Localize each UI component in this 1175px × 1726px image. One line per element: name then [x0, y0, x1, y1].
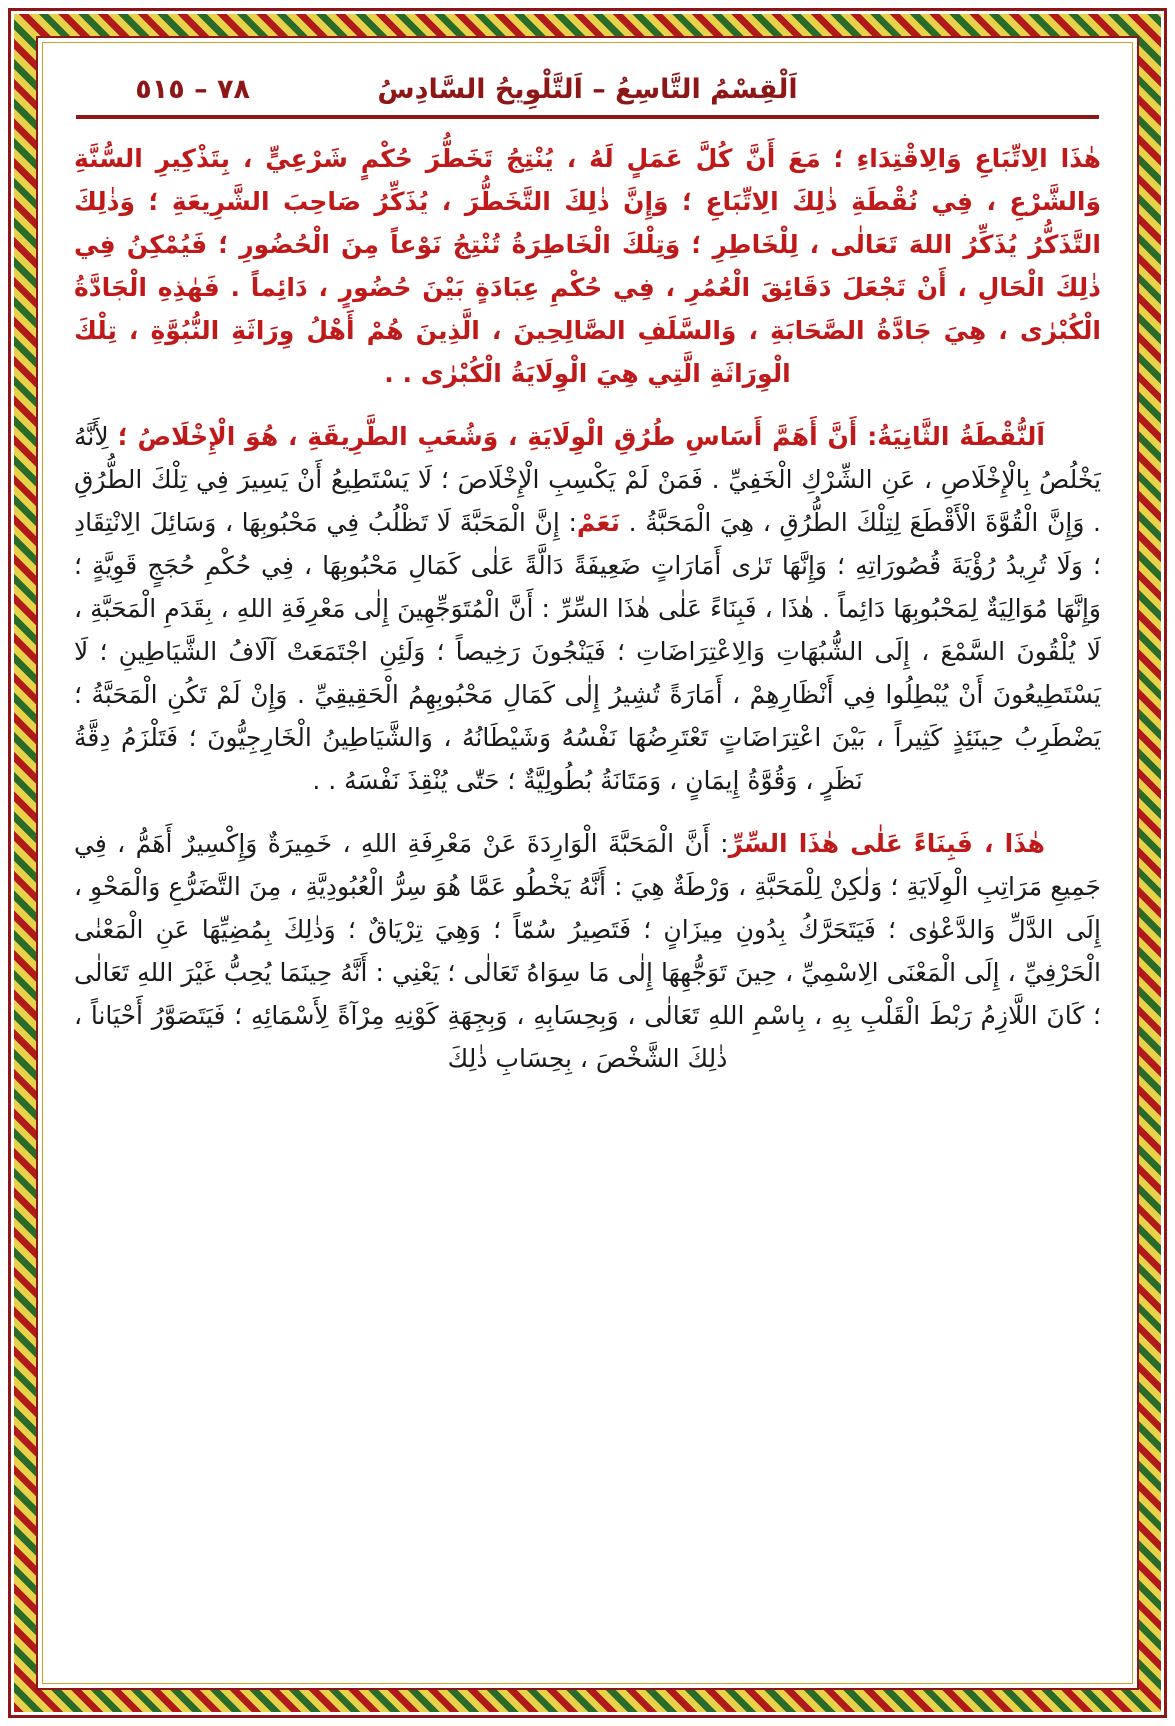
page-number: ٧٨ – ٥١٥: [135, 74, 250, 105]
paragraph-2: [74, 415, 1101, 802]
page-header: [74, 70, 1101, 105]
header-divider: [76, 115, 1099, 119]
paragraph-3-body: : أَنَّ الْمَحَبَّةَ الْوَارِدَةَ عَنْ مَعْرِفَةِ اللهِ ، خَمِيرَةٌ وَإِكْسِيرٌ أَهَمُّ ، فِي جَمِيعِ مَرَاتِبِ الْوِلَايَةِ ؛ وَلٰكِنْ لِلْمَحَبَّةِ ، وَرْطَةٌ هِيَ : أَنَّهُ يَخْطُو عَمَّا هُوَ سِرُّ الْعُبُودِيَّةِ ، مِنَ التَّضَرُّعِ وَالْمَحْوِ ، إِلَى الدَّلِّ وَالدَّعْوٰى ؛ فَيَتَحَرَّكُ بِدُونِ مِيزَانٍ ؛ فَتَصِيرُ سُمّاً ؛ وَهِيَ تِرْيَاقٌ ؛ وَذٰلِكَ بِمُضِيِّهَا عَنِ الْمَعْنٰى الْحَرْفِيِّ ، إِلَى الْمَعْنَى الِاسْمِيِّ ، حِينَ تَوَجُّهِهَا إِلٰى مَا سِوَاهُ تَعَالٰى ؛ يَعْنِي : أَنَّهُ حِينَمَا يُحِبُّ غَيْرَ اللهِ تَعَالٰى ؛ كَانَ اللَّازِمُ رَبْطَ الْقَلْبِ بِهِ ، بِاسْمِ اللهِ تَعَالٰى ، وَبِحِسَابِهِ ، وَبِجِهَةِ كَوْنِهِ مِرْآةً لِأَسْمَائِهِ ؛ فَيَتَصَوَّرُ أَحْيَاناً ، ذٰلِكَ الشَّخْصَ ، بِحِسَابِ ذٰلِكَ: [74, 829, 1101, 1073]
paragraph-3: [74, 822, 1101, 1080]
paragraph-2-lead-rest: : أَنَّ أَهَمَّ أَسَاسِ طُرُقِ الْوِلَايَةِ ، وَشُعَبِ الطَّرِيقَةِ ، هُوَ الْإِخْلَاصُ ؛: [117, 422, 878, 451]
page-title: اَلْقِسْمُ التَّاسِعُ – اَلتَّلْوِيحُ السَّادِسُ: [377, 74, 798, 105]
paragraph-2-body: لِأَنَّهُ يَخْلُصُ بِالْإِخْلَاصِ ، عَنِ الشِّرْكِ الْخَفِيِّ . فَمَنْ لَمْ يَكْسِبِ الْإِخْلَاصَ ؛ لَا يَسْتَطِيعُ أَنْ يَسِيرَ فِي تِلْكَ الطُّرُقِ . وَإِنَّ الْقُوَّةَ الْأَقْطَعَ لِتِلْكَ الطُّرُقِ ، هِيَ الْمَحَبَّةُ .: [74, 422, 1101, 537]
paragraph-2-highlight: نَعَمْ: [576, 508, 620, 537]
paragraph-1: هٰذَا الِاتِّبَاعِ وَالِاقْتِدَاءِ ؛ مَعَ أَنَّ كُلَّ عَمَلٍ لَهُ ، يُنْتِجُ تَخَطُّرَ حُكْمٍ شَرْعِيٍّ ، بِتَذْكِيرِ السُّنَّةِ وَالشَّرْعِ ، فِي نُقْطَةِ ذٰلِكَ الِاتِّبَاعِ ؛ وَإِنَّ ذٰلِكَ التَّخَطُّرَ ، يُذَكِّرُ صَاحِبَ الشَّرِيعَةِ ؛ وَذٰلِكَ التَّذَكُّرُ يُذَكِّرُ اللهَ تَعَالٰى ، لِلْخَاطِرِ ؛ وَتِلْكَ الْخَاطِرَةُ تُنْتِجُ نَوْعاً مِنَ الْحُضُورِ ؛ فَيُمْكِنُ فِي ذٰلِكَ الْحَالِ ، أَنْ تَجْعَلَ دَقَائِقَ الْعُمُرِ ، فِي حُكْمِ عِبَادَةٍ بَيْنَ حُضُورٍ ، دَائِماً . فَهٰذِهِ الْجَادَّةُ الْكُبْرٰى ، هِيَ جَادَّةُ الصَّحَابَةِ ، وَالسَّلَفِ الصَّالِحِينَ ، الَّذِينَ هُمْ أَهْلُ وِرَاثَةِ النُّبُوَّةِ ، تِلْكَ الْوِرَاثَةِ الَّتِي هِيَ الْوِلَايَةُ الْكُبْرٰى . .: [74, 144, 1101, 388]
page-content: [52, 52, 1123, 1674]
paragraph-3-lead: هٰذَا ، فَبِنَاءً عَلٰى هٰذَا السِّرِّ: [728, 829, 1045, 858]
paragraph-2-body-2: : إِنَّ الْمَحَبَّةَ لَا تَظْلُبُ فِي مَحْبُوبِهَا ، وَسَائِلَ الِانْتِقَادِ ؛ وَلَا تُرِيدُ رُؤْيَةَ قُصُورَاتِهِ ؛ وَإِنَّهَا تَرٰى أَمَارَاتٍ ضَعِيفَةً دَالَّةً عَلٰى كَمَالِ مَحْبُوبِهَا ، فِي حُكْمِ حُجَجٍ قَوِيَّةٍ ؛ وَإِنَّهَا مُوَالِيَةٌ لِمَحْبُوبِهَا دَائِماً . هٰذَا ، فَبِنَاءً عَلٰى هٰذَا السِّرِّ : أَنَّ الْمُتَوَجِّهِينَ إِلٰى مَعْرِفَةِ اللهِ ، بِقَدَمِ الْمَحَبَّةِ ، لَا يُلْقُونَ السَّمْعَ ، إِلَى الشُّبُهَاتِ وَالِاعْتِرَاضَاتِ ؛ فَيَنْجُونَ رَخِيصاً ؛ وَلَئِنِ اجْتَمَعَتْ آلَافُ الشَّيَاطِينِ ؛ لَا يَسْتَطِيعُونَ أَنْ يُبْطِلُوا فِي أَنْظَارِهِمْ ، أَمَارَةً تُشِيرُ إِلٰى كَمَالِ مَحْبُوبِهِمُ الْحَقِيقِيِّ . وَإِنْ لَمْ تَكُنِ الْمَحَبَّةُ ؛ يَضْطَرِبُ حِينَئِذٍ كَثِيراً ، بَيْنَ اعْتِرَاضَاتٍ تَعْتَرِضُهَا نَفْسُهُ وَشَيْطَانُهُ ، وَالشَّيَاطِينُ الْخَارِجِيُّونَ ؛ فَتَلْزَمُ دِقَّةُ نَظَرٍ ، وَقُوَّةُ إِيمَانٍ ، وَمَتَانَةُ بُطُولِيَّةٌ ؛ حَتّٰى يُنْقِذَ نَفْسَهُ . .: [74, 508, 1101, 795]
paragraph-2-lead: اَلنُّقْطَةُ الثَّانِيَةُ: [877, 422, 1045, 451]
